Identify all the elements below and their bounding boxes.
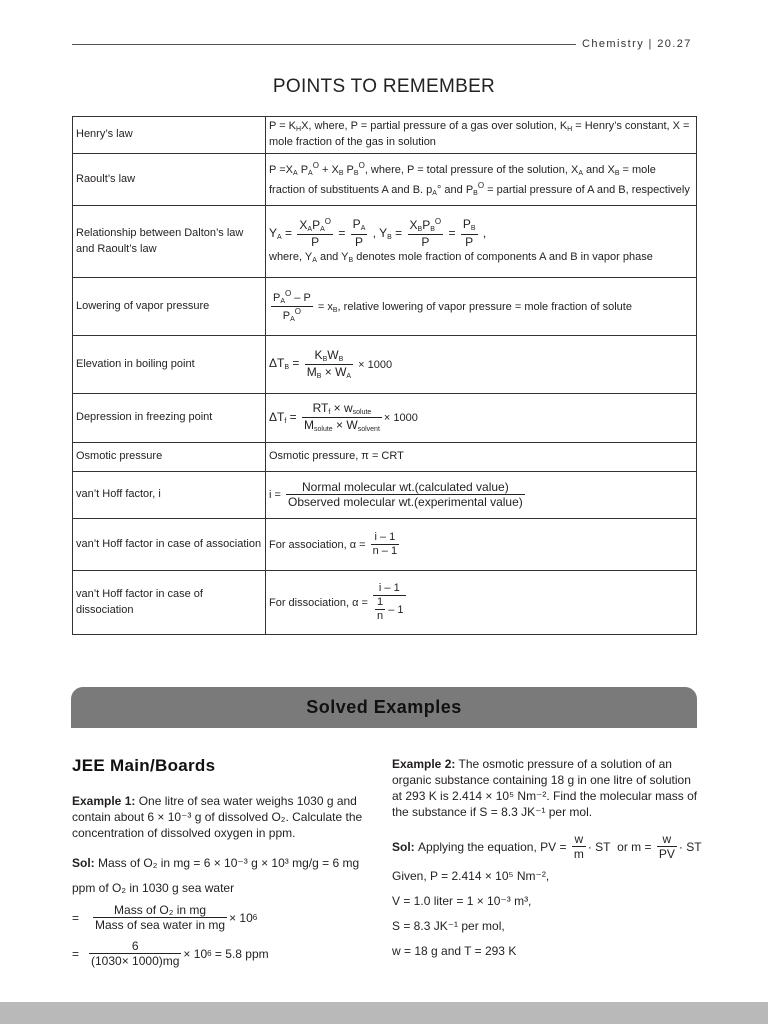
text: ° and [436, 183, 466, 196]
elevation-cell: $\Delta T_B$ = $\frac{K_BW_B}{M_B \times W_A}$ × 1000 [266, 336, 697, 394]
section-subheading: JEE Main/Boards [72, 756, 216, 775]
section-banner [71, 687, 697, 728]
fraction-denominator: (1030× 1000)mg [91, 954, 180, 969]
fraction-numerator: Mass of O₂ in mg [93, 903, 227, 918]
lowering-cell: $\frac{P_A^O - P}{P_A^O}$ = $x_B$, relative lowering of vapor pressure = mole fraction of solute [266, 278, 697, 336]
row-label: Raoult’s law [73, 154, 266, 206]
row-label: Henry’s law [73, 117, 266, 154]
depression-cell: $\Delta T_f$ = $\frac{RT_f \times w_{solute}}{M_{solute} \times W_{solvent}}$ × 1000 [266, 394, 697, 443]
table-row [73, 443, 697, 472]
sol-label: Sol: [72, 856, 95, 870]
sol-text: Applying the equation, PV = [418, 840, 567, 854]
table-row [73, 472, 697, 519]
dalton-cell: $Y_A$ = $\frac{X_AP_A^O}{P}$ = $\frac{P_A}{P}$ , $Y_B$ = $\frac{X_BP_B^O}{P}$ = $\frac{P_B}{P}$ , where, $Y_A$ and $Y_B$ denotes mole fraction of components A and B in vapor phase [266, 206, 697, 278]
row-label: van’t Hoff factor in case of association [73, 519, 266, 571]
example-text: One litre of sea water weighs 1030 g and contain about 6 × 10⁻³ g of dissolved O₂. Calculate the concentration of dissolved oxygen in ppm. [72, 794, 363, 840]
vant-hoff-numerator: Normal molecular wt.(calculated value) [286, 480, 525, 495]
sol-line: ppm of O₂ in 1030 g sea water [72, 881, 235, 895]
text: × 1000 [358, 358, 393, 371]
example-label: Example 1: [72, 794, 136, 808]
example-1: Example 1: One litre of sea water weighs 1030 g and contain about 6 × 10⁻³ g of dissolved O₂. Calculate the concentration of dissolved oxygen in ppm. Sol: Mass of O₂ in mg = 6 × 10⁻³ g × 10³ mg/g = 6 mg ppm of O₂ in 1030 g sea water = $\frac{\text{Mass of O₂ in mg}}{\text{Mass of sea water in mg}}$ × 10 6 = $\frac{6}{(1030\times 1000)mg}$ × 10 6 = 5.8 ppm [72, 793, 376, 973]
text: denotes mole fraction of components A and B in vapor phase [356, 251, 653, 264]
table-row [73, 154, 697, 206]
or-text: or m = [617, 840, 652, 854]
table-row [73, 519, 697, 571]
example-text: The osmotic pressure of a solution of an organic substance containing 18 g in one litre of solution at 293 K is 2.414 × 10⁵ Nm⁻². Find the molecular mass of the substance if S = 8.3 JK⁻¹ per mol. [392, 757, 698, 819]
text: = partial pressure of A and B, respectively [484, 183, 690, 196]
vant-hoff-cell: i = $\frac{\text{Normal molecular wt.(calculated value)}}{\text{Observed molecular wt.(experimental value)}}$ [266, 472, 697, 519]
text: For dissociation, α = [269, 596, 368, 609]
row-label: Depression in freezing point [73, 394, 266, 443]
sol-line: Mass of O₂ in mg = 6 × 10⁻³ g × 10³ mg/g = 6 mg [98, 856, 360, 870]
running-header: Chemistry | 20.27 [582, 38, 692, 50]
vant-hoff-denominator: Observed molecular wt.(experimental value) [287, 495, 523, 510]
example-2: Example 2: The osmotic pressure of a solution of an organic substance containing 18 g in one litre of solution at 293 K is 2.414 × 10⁵ Nm⁻². Find the molecular mass of the substance if S = 8.3 JK⁻¹ per mol. Sol: Applying the equation, PV = $\frac{w}{m}$ · ST or m = $\frac{w}{PV}$ · ST Given, P = 2.414 × 10⁵ Nm⁻², V = 1.0 liter = 1 × 10⁻³ m³, S = 8.3 JK⁻¹ per mol, w = 18 g and T = 293 K [392, 756, 698, 964]
fraction-denominator: Mass of sea water in mg [95, 918, 226, 933]
row-label: Relationship between Dalton’s law and Raoult’s law [73, 206, 266, 278]
text: = Henry’s constant, X = mole fraction of the gas in solution [269, 120, 690, 149]
row-label: van’t Hoff factor, i [73, 472, 266, 519]
s-line: S = 8.3 JK⁻¹ per mol, [392, 919, 505, 933]
header-rule [72, 44, 576, 45]
table-row [73, 336, 697, 394]
table-row [73, 571, 697, 635]
table-row [73, 394, 697, 443]
w-line: w = 18 g and T = 293 K [392, 944, 517, 958]
text: , where, P = total pressure of the solution, X [364, 164, 579, 177]
raoult-cell: $P =X_A$ $P_A^O + X_B$ $P_B^O$, where, P = total pressure of the solution, $X_A$ and $X_B$ = mole fraction of substituents A and B. $p_A^\circ$ and $P_B^O$ = partial pressure of A and B, respectively [266, 154, 697, 206]
association-cell: For association, α = $\frac{i - 1}{n - 1}$ [266, 519, 697, 571]
banner-title: Solved Examples [306, 697, 462, 717]
row-label: van’t Hoff factor in case of dissociation [73, 571, 266, 635]
result: = 5.8 ppm [214, 947, 269, 961]
text: For association, α = [269, 538, 366, 551]
osmotic-cell: Osmotic pressure, π = CRT [266, 443, 697, 472]
row-label: Elevation in boiling point [73, 336, 266, 394]
row-label: Osmotic pressure [73, 443, 266, 472]
volume-line: V = 1.0 liter = 1 × 10⁻³ m³, [392, 894, 532, 908]
fraction-numerator: 6 [89, 939, 181, 954]
table-row [73, 278, 697, 336]
page-title: POINTS TO REMEMBER [272, 76, 496, 97]
henry-cell: $P = K_HX$, where, P = partial pressure of a gas over solution, $K_H$ = Henry’s constant, X = mole fraction of the gas in solution [266, 117, 697, 154]
dissociation-cell: For dissociation, α = i – 1 $\frac{1}{n}$ – 1 [266, 571, 697, 635]
table-row [73, 206, 697, 278]
text: , relative lowering of vapor pressure = mole fraction of solute [337, 300, 632, 313]
text: P = K [269, 120, 297, 132]
row-label: Lowering of vapor pressure [73, 278, 266, 336]
example-label: Example 2: [392, 757, 456, 771]
text: X, where, P = partial pressure of a gas over solution, K [301, 120, 568, 132]
table-row [73, 117, 697, 154]
points-table [72, 116, 697, 635]
footer-bar [0, 1002, 768, 1024]
text: × 1000 [383, 411, 418, 424]
text: = mole fraction of substituents A and B. p [269, 164, 656, 196]
sol-label: Sol: [392, 840, 415, 854]
given-line: Given, P = 2.414 × 10⁵ Nm⁻², [392, 869, 550, 883]
